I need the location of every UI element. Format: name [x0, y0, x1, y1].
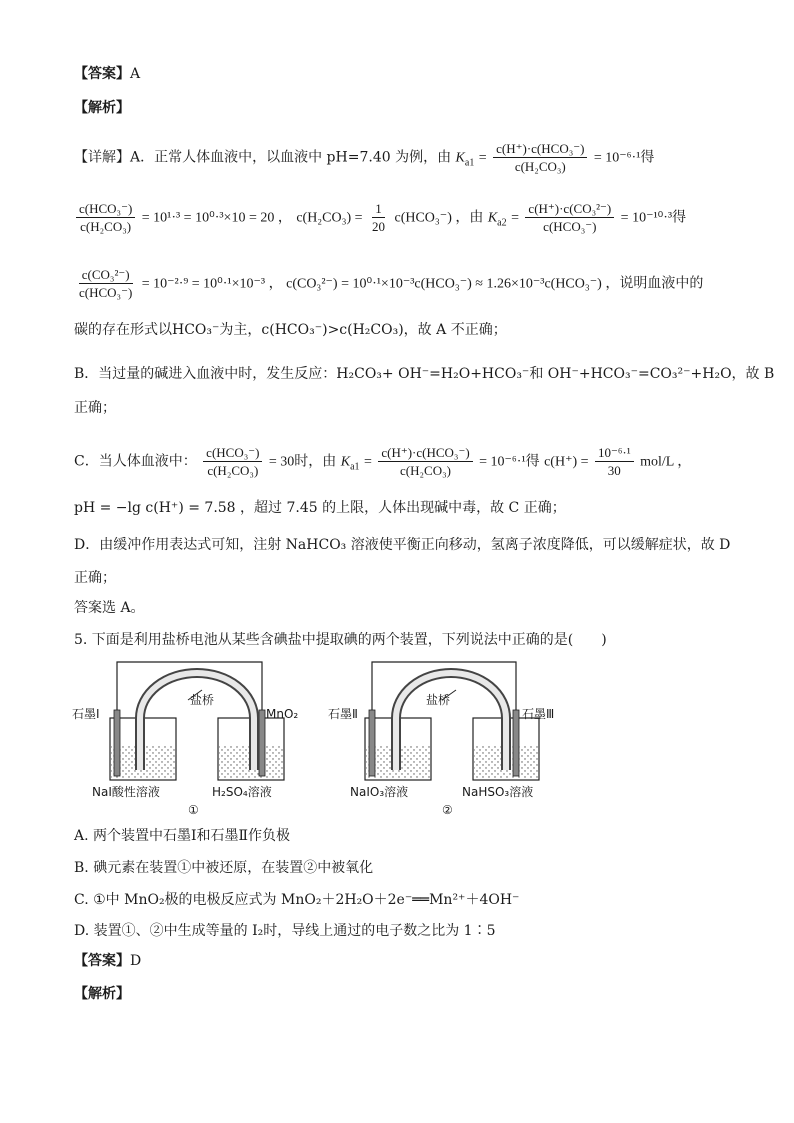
- electrode-graphite-3: [513, 710, 519, 776]
- electrode-mno2: [259, 710, 265, 776]
- option-d: D. 装置①、②中生成等量的 I₂时，导线上通过的电子数之比为 1∶5: [74, 923, 496, 939]
- detail-line-5: B．当过量的碱进入血液中时，发生反应：H₂CO₃+ OH⁻=H₂O+HCO₃⁻和 OH⁻+HCO₃⁻=CO₃²⁻+H₂O，故 B: [74, 366, 775, 382]
- c-ka-denominator: c(H₂CO₃): [400, 463, 451, 478]
- ka2-symbol: K: [487, 210, 498, 226]
- answer-value: A: [130, 66, 141, 82]
- electrode-graphite-1: [114, 710, 120, 776]
- c-ka-symbol: K: [340, 454, 351, 470]
- c-unit: mol/L ，: [640, 454, 692, 470]
- electrode-label-graphite-3: 石墨Ⅲ: [522, 707, 555, 721]
- co3-rest: = 10⁻²·⁹ = 10⁰·¹×10⁻³ ， c(CO₃²⁻) = 10⁰·¹×10⁻³c(HCO₃⁻) ≈ 1.26×10⁻³c(HCO₃⁻) ，说明血液中的: [141, 276, 704, 292]
- c-h-expr: c(H⁺) =: [544, 454, 589, 470]
- detail-line-6: 正确；: [74, 400, 116, 416]
- ka1-denominator: c(H₂CO₃): [514, 159, 566, 174]
- ratio-denominator: c(H₂CO₃): [80, 219, 132, 234]
- co3-ratio-fraction: [76, 266, 135, 301]
- c-ratio-numerator: c(HCO₃⁻): [203, 444, 262, 462]
- fraction-denominator: 20: [372, 219, 386, 234]
- detail-line-1: 【详解】A．正常人体血液中，以血液中 pH=7.40 为例，由 $K_{a1}$ = $\frac{\text{c(H⁺)·c(HCO₃⁻)}}{\text{c(H₂CO₃)}}$ = 10⁻⁶·¹得: [74, 141, 655, 174]
- c-ka-numerator: c(H⁺)·c(HCO₃⁻): [378, 444, 472, 462]
- c-text: C．当人体血液中：: [74, 453, 197, 470]
- device-2: [328, 662, 554, 817]
- solution-label-nai: NaI酸性溶液: [92, 785, 160, 799]
- one-twentieth-fraction: [369, 200, 388, 235]
- device-label-1: ①: [188, 803, 199, 817]
- detail-line-9: D．由缓冲作用表达式可知，注射 NaHCO₃ 溶液使平衡正向移动，氢离子浓度降低，可以缓解症状，故 D: [74, 537, 731, 553]
- c-ka-sub: a1: [350, 461, 360, 473]
- solution-label-h2so4: H₂SO₄溶液: [212, 785, 272, 799]
- ka1-value: = 10⁻⁶·¹: [593, 150, 641, 166]
- co3-numerator: c(CO₃²⁻): [79, 266, 133, 284]
- ratio-numerator: c(HCO₃⁻): [76, 200, 135, 218]
- ka1-symbol: K: [455, 150, 465, 166]
- analysis-heading-2: 【解析】: [74, 986, 130, 1002]
- ka2-sub: a2: [497, 217, 507, 229]
- option-b: B. 碘元素在装置①中被还原，在装置②中被氧化: [74, 860, 374, 876]
- c-h-fraction: [595, 444, 634, 479]
- c-mid: = 30时，由: [268, 454, 337, 470]
- ka2-denominator: c(HCO₃⁻): [543, 219, 597, 234]
- fraction-numerator: 1: [372, 200, 385, 218]
- electrode-label-graphite-1: 石墨Ⅰ: [72, 707, 100, 721]
- c-mid2: = 10⁻⁶·¹得: [479, 454, 540, 470]
- option-a: A. 两个装置中石墨Ⅰ和石墨Ⅱ作负极: [74, 828, 291, 844]
- detail-line-4: 碳的存在形式以HCO₃⁻为主，c(HCO₃⁻)>c(H₂CO₃)，故 A 不正确；: [74, 322, 507, 338]
- detail-line-3: [74, 266, 703, 301]
- detail-line-11: 答案选 A。: [74, 600, 145, 616]
- ka2-numerator: c(H⁺)·c(CO₃²⁻): [525, 200, 614, 218]
- c-ka-fraction: [378, 444, 472, 479]
- electrochemistry-figure: [70, 658, 555, 818]
- h2co3-expr: c(H₂CO₃) =: [296, 210, 363, 226]
- ratio-value: = 10¹·³ = 10⁰·³×10 = 20 ，: [141, 210, 292, 226]
- c-h-denominator: 30: [607, 463, 621, 478]
- detail-line-10: 正确；: [74, 570, 116, 586]
- question-5-stem: 5. 下面是利用盐桥电池从某些含碘盐中提取碘的两个装置，下列说法中正确的是( ): [74, 632, 607, 648]
- detail-line-7: C．当人体血液中： $\frac{\text{c(HCO₃⁻)}}{\text{c(H₂CO₃)}}$ = 30时，由 $K_{a1}$ = $\frac{\text{c(H⁺)·c(HCO₃⁻)}}{\text{c(H₂CO₃)}}$ = 10⁻⁶·¹得 c(H⁺) = $\frac{\text{10⁻⁶·¹}}{30}$ mol/L ，: [74, 445, 692, 478]
- c-ratio-denominator: c(H₂CO₃): [207, 463, 259, 478]
- get-text-2: 得: [672, 209, 687, 226]
- ka1-numerator: c(H⁺)·c(HCO₃⁻): [493, 140, 587, 158]
- electrode-label-mno2: MnO₂: [266, 707, 299, 721]
- hco3-expr: c(HCO₃⁻) ，由: [394, 210, 484, 226]
- ratio-fraction: [76, 200, 135, 235]
- analysis-heading-1: 【解析】: [74, 100, 130, 116]
- ka1-fraction: [493, 140, 587, 175]
- salt-bridge-label-2: 盐桥: [426, 693, 451, 707]
- solution-label-nahso3: NaHSO₃溶液: [462, 785, 534, 799]
- answer-line-2: [74, 951, 141, 971]
- answer-line-1: [74, 64, 140, 84]
- detail-line-8: pH = −lg c(H⁺) = 7.58 ，超过 7.45 的上限，人体出现碱中毒，故 C 正确；: [74, 500, 566, 516]
- salt-bridge-label-1: 盐桥: [190, 693, 215, 707]
- electrode-graphite-2: [369, 710, 375, 776]
- c-h-numerator: 10⁻⁶·¹: [595, 444, 634, 462]
- answer-value-2: D: [130, 953, 142, 969]
- ka2-value: = 10⁻¹⁰·³: [620, 210, 673, 226]
- detail-line-2: $\frac{\text{c(HCO₃⁻)}}{\text{c(H₂CO₃)}}$ = 10¹·³ = 10⁰·³×10 = 20 ， c(H₂CO₃) = $\frac{1}{20}$ c(HCO₃⁻) ，由 $K_{a2}$ = $\frac{\text{c(H⁺)·c(CO₃²⁻)}}{\text{c(HCO₃⁻)}}$ = 10⁻¹⁰·³得: [74, 200, 686, 235]
- get-text: 得: [640, 149, 655, 166]
- co3-denominator: c(HCO₃⁻): [79, 285, 133, 300]
- ka1-sub: a1: [464, 157, 475, 169]
- c-ratio-fraction: [203, 444, 262, 479]
- answer-label: 【答案】: [74, 66, 130, 82]
- ka2-fraction: [525, 200, 614, 235]
- answer-label-2: 【答案】: [74, 953, 130, 969]
- electrode-label-graphite-2: 石墨Ⅱ: [328, 707, 358, 721]
- device-1: [72, 662, 298, 817]
- device-label-2: ②: [442, 803, 453, 817]
- solution-label-naio3: NaIO₃溶液: [350, 785, 409, 799]
- detail-text: 【详解】A．正常人体血液中，以血液中 pH=7.40 为例，由: [74, 149, 452, 166]
- option-c: C. ①中 MnO₂极的电极反应式为 MnO₂＋2H₂O＋2e⁻══Mn²⁺＋4OH⁻: [74, 892, 520, 908]
